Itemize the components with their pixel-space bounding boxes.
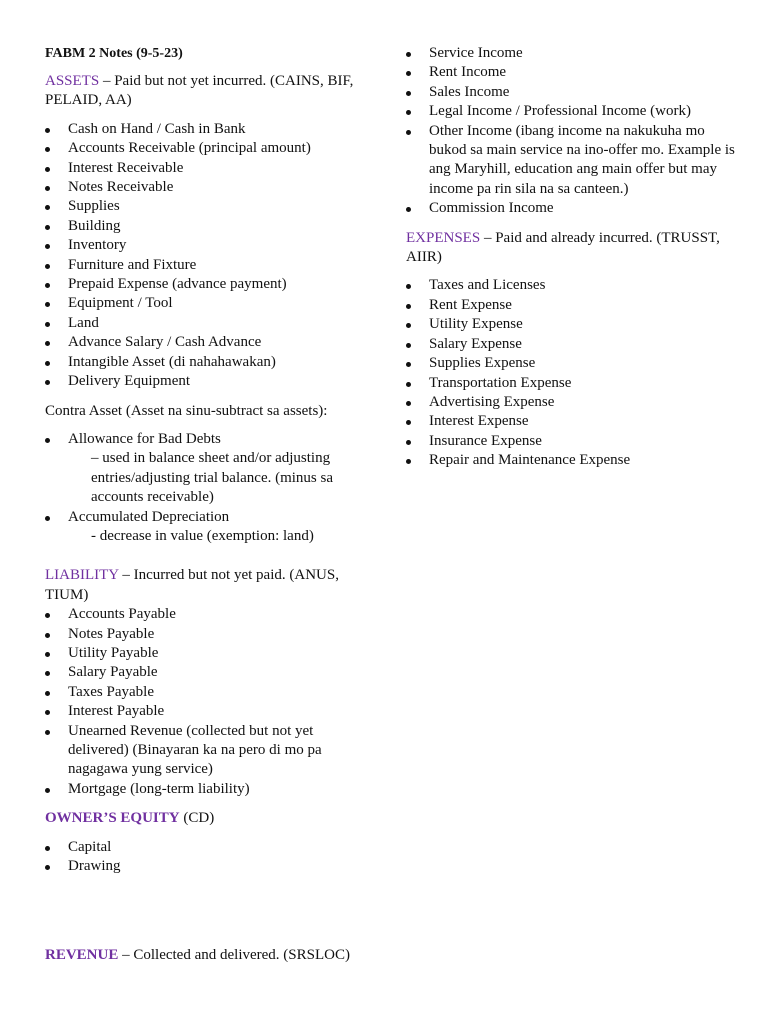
page-title: FABM 2 Notes (9-5-23)	[45, 46, 183, 61]
list-item: Equipment / Tool	[45, 294, 365, 313]
assets-list	[45, 120, 365, 392]
revenue-description: – Collected and delivered. (SRSLOC)	[118, 947, 350, 963]
list-item: Notes Receivable	[45, 178, 365, 197]
list-item: Prepaid Expense (advance payment)	[45, 275, 365, 294]
list-item: Inventory	[45, 236, 365, 255]
list-item: Intangible Asset (di nahahawakan)	[45, 353, 365, 372]
list-item: Transportation Expense	[406, 374, 736, 393]
equity-list	[45, 838, 365, 877]
list-item: Sales Income	[406, 83, 736, 102]
list-item: Service Income	[406, 44, 736, 63]
list-item: Utility Expense	[406, 315, 736, 334]
list-item: Advertising Expense	[406, 393, 736, 412]
list-item: Capital	[45, 838, 365, 857]
expenses-section-heading	[406, 229, 736, 268]
list-item: Taxes and Licenses	[406, 276, 736, 295]
liability-list	[45, 605, 365, 799]
list-item	[45, 508, 365, 547]
list-item	[45, 430, 365, 508]
list-item: Building	[45, 217, 365, 236]
expenses-list	[406, 276, 736, 470]
list-item: Interest Receivable	[45, 159, 365, 178]
contra-asset-heading: Contra Asset (Asset na sinu-subtract sa assets):	[45, 402, 328, 419]
list-item: Legal Income / Professional Income (work)	[406, 102, 736, 121]
list-item: Taxes Payable	[45, 683, 365, 702]
revenue-list	[406, 44, 736, 219]
liability-description: – Incurred but not yet paid. (ANUS, TIUM)	[45, 567, 339, 603]
liability-section-heading	[45, 566, 365, 605]
expenses-description: – Paid and already incurred. (TRUSST, AIIR)	[406, 229, 720, 266]
list-item: Salary Expense	[406, 335, 736, 354]
revenue-section-heading	[45, 946, 350, 965]
list-item: Salary Payable	[45, 663, 365, 682]
revenue-heading: REVENUE	[45, 947, 119, 963]
list-item: Other Income (ibang income na nakukuha mo bukod sa main service na ino-offer mo. Example is ang Maryhill, education ang main offer but may income pa rin sila na sa canteen.)	[406, 122, 736, 200]
assets-heading: ASSETS	[45, 73, 100, 89]
list-item: Insurance Expense	[406, 432, 736, 451]
assets-description: – Paid but not yet incurred. (CAINS, BIF, PELAID, AA)	[45, 73, 354, 109]
expenses-heading: EXPENSES	[406, 229, 481, 246]
list-item: Rent Expense	[406, 296, 736, 315]
list-item: Interest Payable	[45, 702, 365, 721]
list-item: Furniture and Fixture	[45, 256, 365, 275]
contra-item-label: Allowance for Bad Debts	[68, 430, 221, 447]
contra-asset-list	[45, 430, 365, 546]
list-item: Supplies Expense	[406, 354, 736, 373]
contra-item-note: – used in balance sheet and/or adjusting entries/adjusting trial balance. (minus sa accounts receivable)	[91, 450, 334, 506]
list-item: Cash on Hand / Cash in Bank	[45, 120, 365, 139]
assets-section-heading	[45, 72, 365, 111]
list-item: Delivery Equipment	[45, 372, 365, 391]
equity-description: (CD)	[179, 810, 215, 827]
list-item: Interest Expense	[406, 412, 736, 431]
equity-heading: OWNER’S EQUITY	[45, 810, 180, 827]
list-item: Unearned Revenue (collected but not yet delivered) (Binayaran ka na pero di mo pa nagagawa yung service)	[45, 722, 365, 780]
contra-item-note: - decrease in value (exemption: land)	[91, 527, 314, 544]
contra-item-label: Accumulated Depreciation	[68, 508, 230, 525]
list-item: Mortgage (long-term liability)	[45, 780, 365, 799]
list-item: Rent Income	[406, 63, 736, 82]
list-item: Repair and Maintenance Expense	[406, 451, 736, 470]
list-item: Supplies	[45, 197, 365, 216]
list-item: Utility Payable	[45, 644, 365, 663]
list-item: Accounts Payable	[45, 605, 365, 624]
list-item: Land	[45, 314, 365, 333]
liability-heading: LIABILITY	[45, 567, 119, 584]
list-item: Advance Salary / Cash Advance	[45, 333, 365, 352]
list-item: Commission Income	[406, 199, 736, 218]
list-item: Drawing	[45, 857, 365, 876]
list-item: Notes Payable	[45, 625, 365, 644]
right-column	[406, 44, 736, 471]
left-column	[45, 44, 365, 876]
list-item: Accounts Receivable (principal amount)	[45, 139, 365, 158]
equity-section-heading	[45, 809, 365, 828]
